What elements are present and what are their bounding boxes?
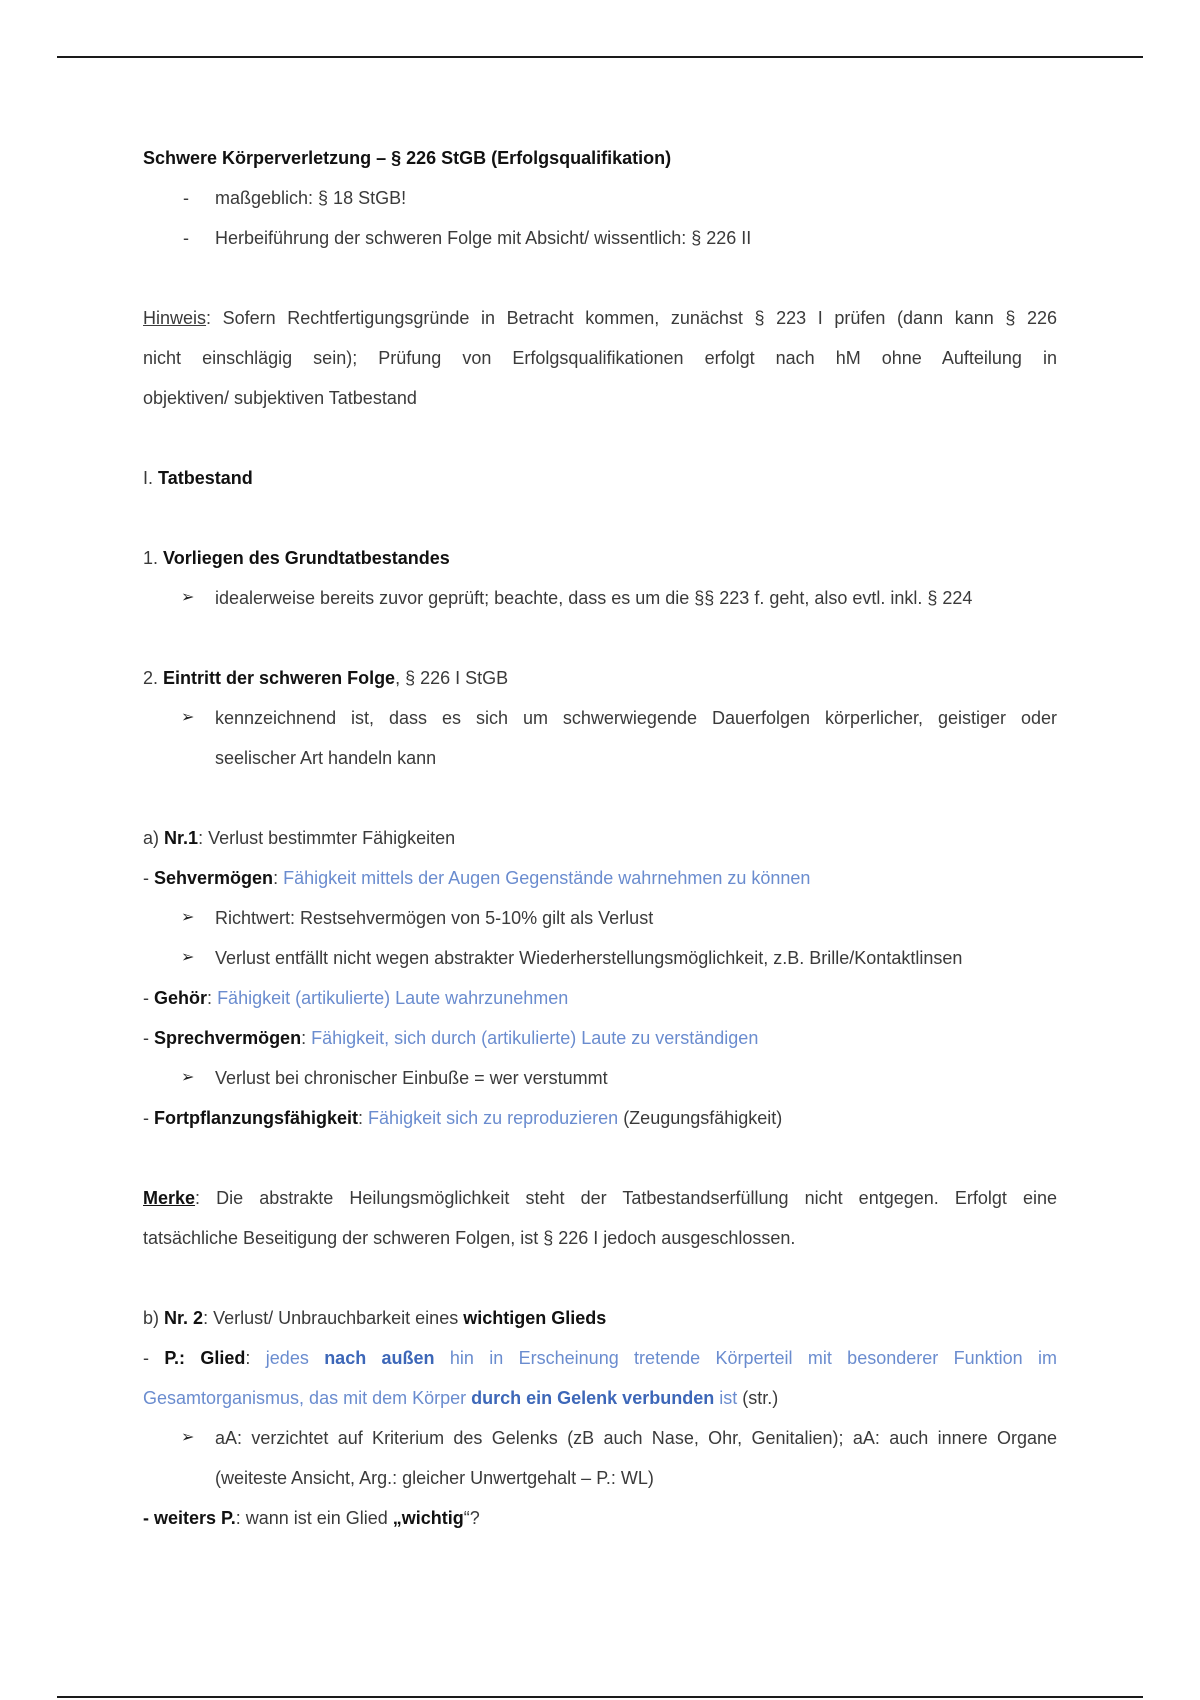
- section-heading-tatbestand: [143, 458, 1057, 498]
- spacer: [143, 618, 1057, 658]
- sub-heading-suffix: , § 226 I StGB: [395, 668, 509, 688]
- term-colon: :: [358, 1108, 364, 1128]
- term-label: Sprechvermögen: [154, 1028, 302, 1048]
- hinweis-text: nicht einschlägig sein); Prüfung von Erfolgsqualifikationen erfolgt nach hM ohne Aufteilung in: [143, 348, 1057, 368]
- subheading-grundtatbestand: [143, 538, 1057, 578]
- section-heading-text: Tatbestand: [158, 468, 253, 488]
- arrow-point-text: (weiteste Ansicht, Arg.: gleicher Unwertgehalt – P.: WL): [215, 1468, 654, 1488]
- arrow-bullet-icon: ➢: [181, 949, 195, 966]
- term-sehvermoegen: [143, 858, 1057, 898]
- term-definition: Fähigkeit mittels der Augen Gegenstände wahrnehmen zu können: [283, 868, 811, 888]
- arrow-point: [143, 898, 1057, 938]
- weiters-lead: - weiters: [143, 1508, 217, 1528]
- intro-point-2: [143, 218, 1057, 258]
- term-definition: Fähigkeit, sich durch (artikulierte) Laute zu verständigen: [311, 1028, 759, 1048]
- arrow-point-text: seelischer Art handeln kann: [215, 748, 437, 768]
- term-gehoer: [143, 978, 1057, 1018]
- arrow-point-text: idealerweise bereits zuvor geprüft; beachte, dass es um die §§ 223 f. geht, also evtl. inkl. § 224: [215, 588, 973, 608]
- term-note: (Zeugungsfähigkeit): [618, 1108, 783, 1128]
- arrow-point-text: aA: verzichtet auf Kriterium des Gelenks (zB auch Nase, Ohr, Genitalien); aA: auch innere Organe: [215, 1428, 1057, 1448]
- dash-bullet: -: [183, 228, 189, 248]
- term-definition: Fähigkeit sich zu reproduzieren: [368, 1108, 619, 1128]
- sub-prefix: 2.: [143, 668, 159, 688]
- term-label: Fortpflanzungsfähigkeit: [154, 1108, 359, 1128]
- definition-emphasis: nach außen: [324, 1348, 435, 1368]
- term-colon: :: [301, 1028, 307, 1048]
- arrow-point-text: Verlust bei chronischer Einbuße = wer verstummt: [215, 1068, 608, 1088]
- term-dash: -: [143, 1108, 149, 1128]
- term-dash: -: [143, 988, 149, 1008]
- glied-definition-line-2: [143, 1378, 1057, 1418]
- arrow-point: [143, 938, 1057, 978]
- hinweis-line-3: [143, 378, 1057, 418]
- term-colon: :: [207, 988, 213, 1008]
- nr-text: : Verlust bestimmter Fähigkeiten: [198, 828, 456, 848]
- nr-text: : Verlust/ Unbrauchbarkeit eines: [203, 1308, 464, 1328]
- arrow-bullet-icon: ➢: [181, 709, 195, 726]
- spacer: [143, 1138, 1057, 1178]
- sub-heading-text: Eintritt der schweren Folge: [163, 668, 396, 688]
- weiters-emphasis: wichtig: [401, 1508, 464, 1528]
- intro-point-text: Herbeiführung der schweren Folge mit Absicht/ wissentlich: § 226 II: [215, 228, 752, 248]
- nr-prefix: b): [143, 1308, 160, 1328]
- nr-prefix: a): [143, 828, 160, 848]
- arrow-point: [143, 578, 1057, 618]
- weiters-text: : wann ist ein Glied: [235, 1508, 393, 1528]
- definition-part: hin in Erscheinung tretende Körperteil mit besonderer Funktion im: [449, 1348, 1057, 1368]
- spacer: [143, 778, 1057, 818]
- title-text: Schwere Körperverletzung – § 226 StGB (Erfolgsqualifikation): [143, 148, 672, 168]
- term-sprechvermoegen: [143, 1018, 1057, 1058]
- intro-point-1: [143, 178, 1057, 218]
- document-page: [143, 138, 1057, 1538]
- merke-text: tatsächliche Beseitigung der schweren Folgen, ist § 226 I jedoch ausgeschlossen.: [143, 1228, 796, 1248]
- term-dash: -: [143, 868, 149, 888]
- hinweis-text: objektiven/ subjektiven Tatbestand: [143, 388, 417, 408]
- arrow-point: [143, 1418, 1057, 1458]
- nr-label: Nr. 2: [164, 1308, 204, 1328]
- document-title: [143, 138, 1057, 178]
- glied-definition-line-1: [143, 1338, 1057, 1378]
- definition-emphasis: durch ein Gelenk verbunden: [471, 1388, 715, 1408]
- arrow-point: [143, 698, 1057, 738]
- term-dash: -: [143, 1348, 149, 1368]
- subheading-schwere-folge: [143, 658, 1057, 698]
- header-rule: [57, 56, 1143, 58]
- definition-part: jedes: [265, 1348, 309, 1368]
- arrow-bullet-icon: ➢: [181, 1429, 195, 1446]
- hinweis-label: Hinweis: [143, 308, 207, 328]
- nr-label: Nr.1: [164, 828, 199, 848]
- term-label: Glied: [200, 1348, 246, 1368]
- term-fortpflanzung: [143, 1098, 1057, 1138]
- spacer: [143, 498, 1057, 538]
- nr1-heading: [143, 818, 1057, 858]
- hinweis-text: : Sofern Rechtfertigungsgründe in Betracht kommen, zunächst § 223 I prüfen (dann kann § 226: [206, 308, 1057, 328]
- definition-part: ist: [719, 1388, 738, 1408]
- term-label: Sehvermögen: [154, 868, 274, 888]
- spacer: [143, 1258, 1057, 1298]
- arrow-bullet-icon: ➢: [181, 589, 195, 606]
- arrow-bullet-icon: ➢: [181, 1069, 195, 1086]
- quote-open: „: [392, 1508, 402, 1528]
- term-definition: Fähigkeit (artikulierte) Laute wahrzunehmen: [217, 988, 569, 1008]
- dash-bullet: -: [183, 188, 189, 208]
- hinweis-line-1: [143, 298, 1057, 338]
- merke-line-1: [143, 1178, 1057, 1218]
- section-prefix: I.: [143, 468, 154, 488]
- nr2-heading: [143, 1298, 1057, 1338]
- arrow-point-continued: [143, 1458, 1057, 1498]
- nr-emphasis: wichtigen Glieds: [463, 1308, 607, 1328]
- spacer: [143, 258, 1057, 298]
- term-label: Gehör: [154, 988, 208, 1008]
- sub-heading-text: Vorliegen des Grundtatbestandes: [163, 548, 450, 568]
- arrow-point-continued: [143, 738, 1057, 778]
- merke-text: : Die abstrakte Heilungsmöglichkeit steht der Tatbestandserfüllung nicht entgegen. Erfolgt eine: [195, 1188, 1057, 1208]
- arrow-point: [143, 1058, 1057, 1098]
- footer-rule: [57, 1696, 1143, 1698]
- intro-point-text: maßgeblich: § 18 StGB!: [215, 188, 407, 208]
- problem-marker: P.: [216, 1508, 236, 1528]
- arrow-point-text: kennzeichnend ist, dass es sich um schwerwiegende Dauerfolgen körperlicher, geistiger oder: [215, 708, 1057, 728]
- arrow-point-text: Verlust entfällt nicht wegen abstrakter Wiederherstellungsmöglichkeit, z.B. Brille/Kontaktlinsen: [215, 948, 963, 968]
- quote-close: “?: [463, 1508, 480, 1528]
- term-colon: :: [245, 1348, 251, 1368]
- merke-label: Merke: [143, 1188, 196, 1208]
- problem-marker: P.:: [164, 1348, 186, 1368]
- weiters-problem: [143, 1498, 1057, 1538]
- definition-part: Gesamtorganismus, das mit dem Körper: [143, 1388, 467, 1408]
- arrow-point-text: Richtwert: Restsehvermögen von 5-10% gilt als Verlust: [215, 908, 654, 928]
- definition-note: (str.): [737, 1388, 779, 1408]
- spacer: [143, 418, 1057, 458]
- term-dash: -: [143, 1028, 149, 1048]
- term-colon: :: [273, 868, 279, 888]
- arrow-bullet-icon: ➢: [181, 909, 195, 926]
- sub-prefix: 1.: [143, 548, 159, 568]
- merke-line-2: [143, 1218, 1057, 1258]
- hinweis-line-2: [143, 338, 1057, 378]
